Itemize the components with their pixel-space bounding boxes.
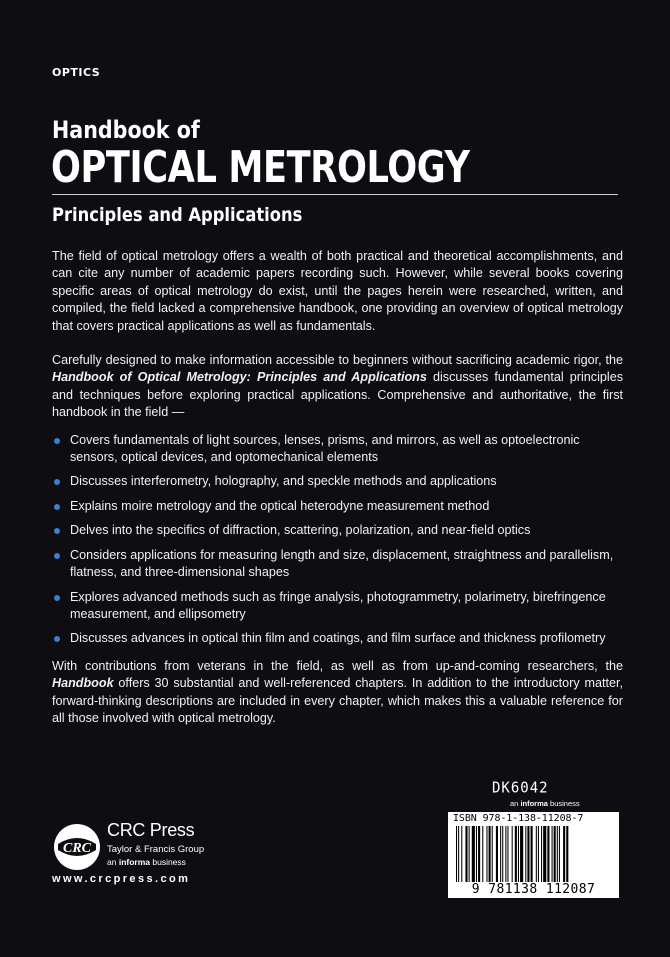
barcode-bar (456, 826, 457, 890)
category-label: OPTICS (52, 66, 101, 79)
barcode-bar (536, 826, 537, 890)
title-line-1: Handbook of (52, 116, 200, 144)
barcode-bar (547, 826, 549, 890)
publisher-informa (107, 857, 186, 867)
barcode-bar (527, 826, 529, 890)
paragraph-contributions (52, 658, 623, 728)
informa-suffix: business (150, 857, 186, 867)
list-item: Covers fundamentals of light sources, lenses, prisms, and mirrors, as well as optoelectronic sensors, optical devices, and optomechanical elements (52, 432, 623, 467)
barcode-bar (482, 826, 483, 890)
crc-logo-text: CRC (62, 841, 92, 856)
publisher-group: Taylor & Francis Group (107, 844, 205, 855)
description (52, 248, 623, 727)
barcode-bar (496, 826, 498, 890)
barcode-bar (538, 826, 539, 890)
paragraph-design (52, 352, 623, 422)
barcode-bar (554, 826, 556, 890)
barcode-bar (557, 826, 558, 890)
barcode-bar (525, 826, 526, 890)
barcode-bar (476, 826, 477, 890)
isbn-text: ISBN 978-1-138-11208-7 (453, 813, 584, 824)
barcode-bar (489, 826, 491, 890)
barcode-bar (543, 826, 546, 890)
barcode-informa (510, 799, 580, 808)
barcode-bar (512, 826, 513, 890)
paragraph-intro: The field of optical metrology offers a wealth of both practical and theoretical accomplishments, and can cite any number of academic papers recording such. However, while several books covering specific areas of optical metrology do exist, until the pages herein were researched, written, and compiled, the field lacked a comprehensive handbook, one providing an overview of optical metrology that covers practical applications as well as fundamentals. (52, 249, 623, 333)
barcode-bar (472, 826, 475, 890)
informa-brand: informa (118, 857, 150, 867)
barcode-bar (518, 826, 519, 890)
barcode-bar (486, 826, 487, 890)
list-item: Delves into the specifics of diffraction, scattering, polarization, and near-field optics (52, 522, 623, 539)
book-title-reference: Handbook of Optical Metrology: Principles and Applications (52, 370, 427, 385)
list-item: Explains moire metrology and the optical heterodyne measurement method (52, 498, 623, 515)
barcode-bar (515, 826, 517, 890)
barcode-bar (531, 826, 533, 890)
barcode-bar (500, 826, 501, 890)
barcode-bar (559, 826, 560, 890)
barcode-bar (520, 826, 523, 890)
paragraph-contributions-end: offers 30 substantial and well-referenced chapters. In addition to the introductory matter, forward-thinking descriptions are included in every chapter, which makes this a valuable reference for all those involved with optical metrology. (52, 676, 623, 725)
informa-suffix: business (547, 799, 580, 808)
product-code: DK6042 (492, 779, 549, 797)
paragraph-contributions-start: With contributions from veterans in the field, as well as from up-and-coming researchers, the (52, 658, 623, 673)
paragraph-design-start: Carefully designed to make information accessible to beginners without sacrificing academic rigor, the (52, 353, 623, 368)
barcode-digits: 9 781138 112087 (448, 882, 619, 897)
barcode-bar (461, 826, 462, 890)
crc-logo-icon (52, 822, 102, 872)
barcode-bar (502, 826, 503, 890)
publisher-name: CRC Press (107, 820, 195, 840)
barcode-bars (456, 826, 611, 890)
title-divider (52, 194, 618, 195)
feature-list (52, 432, 623, 648)
subtitle: Principles and Applications (52, 204, 303, 226)
barcode-bar (469, 826, 470, 890)
barcode-bar (478, 826, 480, 890)
barcode (448, 812, 619, 898)
informa-prefix: an (510, 799, 521, 808)
barcode-bar (566, 826, 568, 890)
publisher-website: www.crcpress.com (52, 873, 191, 885)
barcode-bar (492, 826, 493, 890)
handbook-reference: Handbook (52, 676, 114, 691)
barcode-bar (552, 826, 553, 890)
barcode-bar (541, 826, 542, 890)
paragraph-design-end: discusses fundamental principles and techniques before exploring practical applications. Comprehensive and authoritative, the first handbook in the field — (52, 370, 623, 420)
barcode-bar (507, 826, 508, 890)
barcode-bar (458, 826, 459, 890)
list-item: Explores advanced methods such as fringe analysis, photogrammetry, polarimetry, birefringence measurement, and ellipsometry (52, 589, 623, 624)
list-item: Discusses interferometry, holography, and speckle methods and applications (52, 473, 623, 490)
barcode-bar (563, 826, 565, 890)
barcode-bar (465, 826, 467, 890)
list-item: Discusses advances in optical thin film and coatings, and film surface and thickness profilometry (52, 630, 623, 647)
informa-brand: informa (520, 799, 548, 808)
barcode-bar (505, 826, 506, 890)
title-line-2: OPTICAL METROLOGY (51, 142, 470, 193)
informa-prefix: an (107, 857, 119, 867)
list-item: Considers applications for measuring length and size, displacement, straightness and parallelism, flatness, and three-dimensional shapes (52, 547, 623, 582)
